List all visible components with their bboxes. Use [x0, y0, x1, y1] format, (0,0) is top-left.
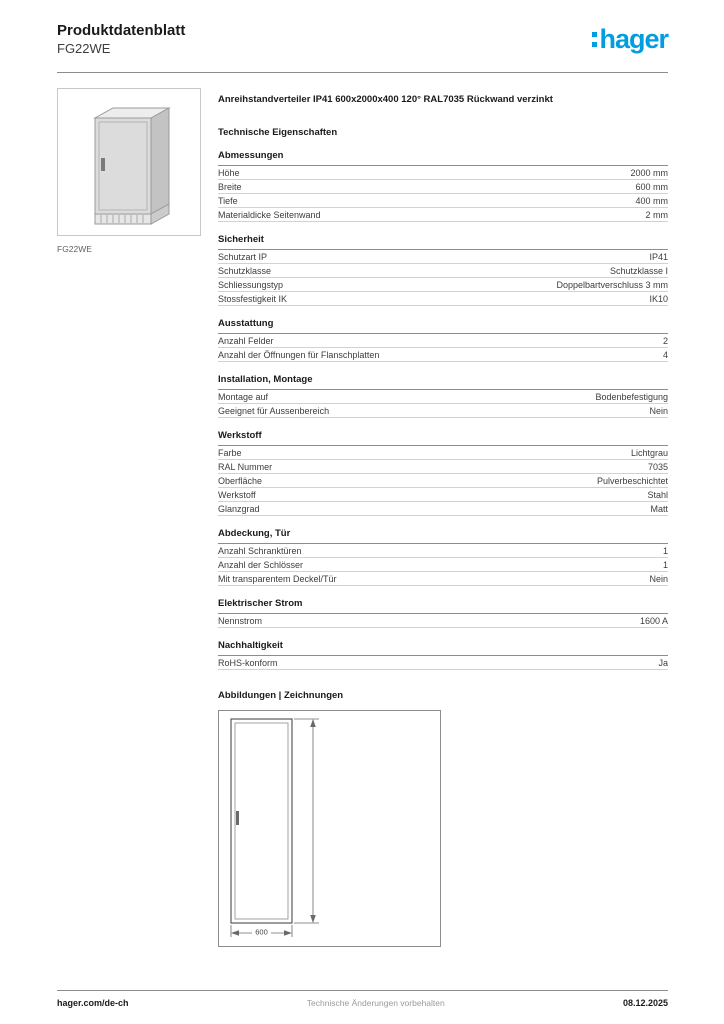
section-rows: [218, 614, 668, 628]
spec-label: Glanzgrad: [218, 503, 260, 514]
spec-label: Farbe: [218, 447, 242, 458]
spec-label: Anzahl Schranktüren: [218, 545, 302, 556]
spec-row: [218, 264, 668, 278]
spec-value: 4: [662, 349, 668, 360]
spec-value: IP41: [649, 251, 668, 262]
spec-value: 1: [662, 545, 668, 556]
section-rows: [218, 250, 668, 306]
section-title: Elektrischer Strom: [218, 598, 668, 614]
spec-value: 400 mm: [635, 195, 668, 206]
section-rows: [218, 656, 668, 670]
spec-value: Doppelbartverschluss 3 mm: [556, 279, 668, 290]
drawing-width-label: 600: [255, 927, 268, 937]
spec-row: [218, 544, 668, 558]
section-rows: [218, 390, 668, 418]
spec-row: [218, 292, 668, 306]
spec-value: Ja: [658, 657, 668, 668]
section-rows: [218, 334, 668, 362]
hager-logo-text: hager: [599, 24, 668, 54]
product-title: Anreihstandverteiler IP41 600x2000x400 120° RAL7035 Rückwand verzinkt: [218, 94, 553, 105]
spec-row: [218, 404, 668, 418]
hager-logo-colon-icon: [592, 32, 597, 47]
footer-date: 08.12.2025: [622, 998, 668, 1008]
spec-sections: [218, 150, 668, 670]
tech-eigenschaften-heading: Technische Eigenschaften: [218, 127, 338, 138]
spec-value: Lichtgrau: [630, 447, 668, 458]
spec-value: Matt: [650, 503, 668, 514]
technical-drawing-icon: [219, 711, 440, 946]
spec-row: [218, 250, 668, 264]
spec-row: [218, 558, 668, 572]
spec-row: [218, 656, 668, 670]
spec-value: 2 mm: [645, 209, 668, 220]
section-rows: [218, 446, 668, 516]
spec-value: Bodenbefestigung: [595, 391, 668, 402]
spec-label: Anzahl Felder: [218, 335, 274, 346]
section-title: Abmessungen: [218, 150, 668, 166]
hager-logo: [592, 24, 668, 54]
spec-row: [218, 502, 668, 516]
spec-row: [218, 572, 668, 586]
spec-value: 2: [662, 335, 668, 346]
section-title: Werkstoff: [218, 430, 668, 446]
spec-label: Montage auf: [218, 391, 269, 402]
right-column: [218, 88, 668, 947]
spec-label: RAL Nummer: [218, 461, 273, 472]
spec-row: [218, 446, 668, 460]
spec-label: Oberfläche: [218, 475, 263, 486]
spec-row: [218, 208, 668, 222]
section-title: Abdeckung, Tür: [218, 528, 668, 544]
spec-label: Breite: [218, 181, 242, 192]
spec-section: [218, 528, 668, 586]
section-title: Sicherheit: [218, 234, 668, 250]
spec-value: 2000 mm: [630, 167, 668, 178]
spec-label: Schutzklasse: [218, 265, 272, 276]
header: [57, 22, 668, 72]
spec-row: [218, 166, 668, 180]
spec-row: [218, 614, 668, 628]
spec-label: Geeignet für Aussenbereich: [218, 405, 330, 416]
abbildungen-heading: Abbildungen | Zeichnungen: [218, 690, 344, 701]
spec-value: Stahl: [647, 489, 668, 500]
spec-section: [218, 150, 668, 222]
spec-label: Tiefe: [218, 195, 238, 206]
spec-label: Mit transparentem Deckel/Tür: [218, 573, 337, 584]
spec-label: Anzahl der Schlösser: [218, 559, 304, 570]
footer: [57, 990, 668, 1008]
spec-label: Höhe: [218, 167, 240, 178]
header-divider: [57, 72, 668, 73]
section-title: Nachhaltigkeit: [218, 640, 668, 656]
product-image-caption: FG22WE: [57, 244, 92, 254]
spec-value: 7035: [647, 461, 668, 472]
spec-section: [218, 598, 668, 628]
spec-section: [218, 640, 668, 670]
spec-row: [218, 348, 668, 362]
spec-row: [218, 334, 668, 348]
technical-drawing: [218, 710, 441, 947]
spec-value: IK10: [649, 293, 668, 304]
spec-section: [218, 374, 668, 418]
footer-site-link[interactable]: hager.com/de-ch: [57, 998, 129, 1008]
spec-row: [218, 390, 668, 404]
section-rows: [218, 166, 668, 222]
spec-label: RoHS-konform: [218, 657, 278, 668]
spec-label: Nennstrom: [218, 615, 263, 626]
spec-row: [218, 460, 668, 474]
spec-section: [218, 430, 668, 516]
spec-value: 1: [662, 559, 668, 570]
spec-row: [218, 488, 668, 502]
spec-value: Schutzklasse I: [609, 265, 668, 276]
spec-value: 600 mm: [635, 181, 668, 192]
spec-label: Anzahl der Öffnungen für Flanschplatten: [218, 349, 380, 360]
content: [57, 88, 668, 947]
spec-row: [218, 278, 668, 292]
spec-section: [218, 318, 668, 362]
footer-notice: Technische Änderungen vorbehalten: [306, 998, 445, 1008]
spec-row: [218, 180, 668, 194]
spec-label: Materialdicke Seitenwand: [218, 209, 321, 220]
section-rows: [218, 544, 668, 586]
spec-value: Nein: [649, 405, 668, 416]
spec-value: Pulverbeschichtet: [596, 475, 668, 486]
spec-label: Werkstoff: [218, 489, 256, 500]
spec-row: [218, 474, 668, 488]
spec-value: Nein: [649, 573, 668, 584]
spec-label: Stossfestigkeit IK: [218, 293, 288, 304]
spec-row: [218, 194, 668, 208]
spec-value: 1600 A: [639, 615, 668, 626]
left-column: [57, 88, 201, 947]
spec-label: Schutzart IP: [218, 251, 268, 262]
product-code: FG22WE: [57, 41, 111, 57]
spec-label: Schliessungstyp: [218, 279, 284, 290]
cabinet-image-icon: [69, 92, 189, 232]
spec-section: [218, 234, 668, 306]
section-title: Ausstattung: [218, 318, 668, 334]
doc-title: Produktdatenblatt: [57, 22, 186, 39]
product-image: [57, 88, 201, 236]
section-title: Installation, Montage: [218, 374, 668, 390]
